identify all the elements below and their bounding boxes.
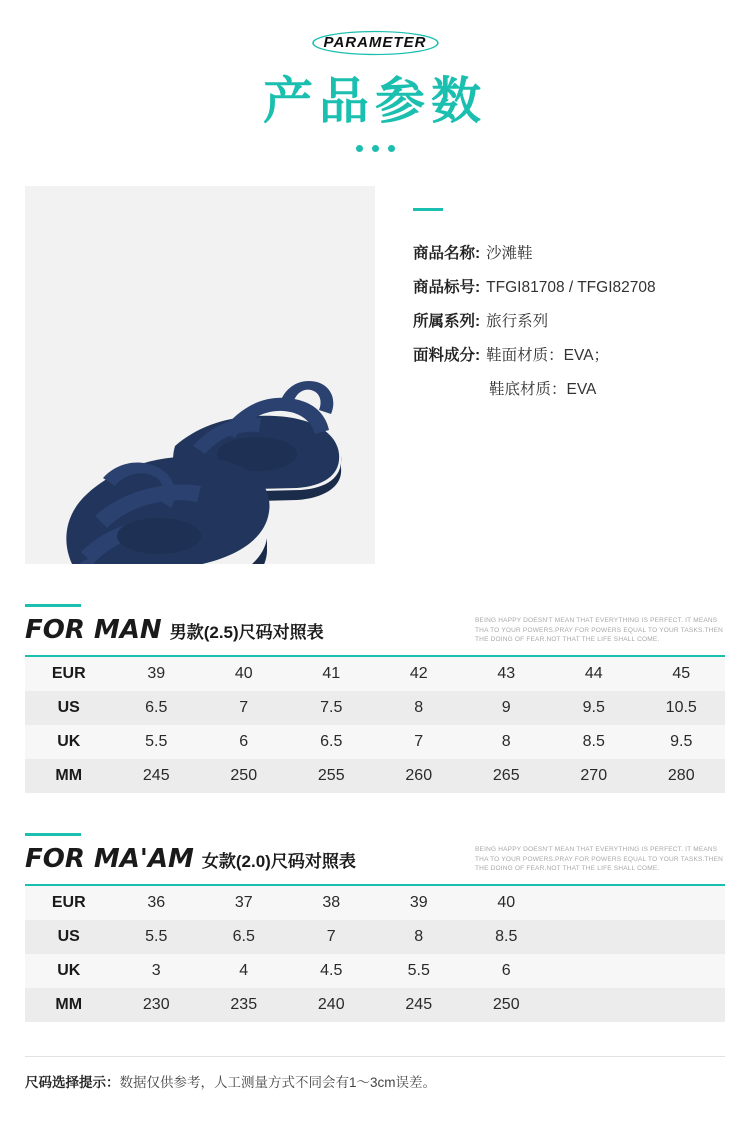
cell: 270: [580, 767, 608, 784]
men-size-section: [0, 604, 750, 793]
product-section: [0, 186, 750, 564]
women-size-header: [25, 846, 725, 880]
cell: 39: [147, 665, 166, 682]
accent-rule: [413, 208, 443, 211]
spec-value: TFGI81708 / TFGI82708: [486, 279, 656, 296]
sandals-illustration-icon: [25, 186, 375, 564]
spec-row-material: [413, 339, 750, 373]
accent-rule: [25, 604, 81, 607]
cell: 8.5: [495, 928, 518, 945]
cell: 41: [322, 665, 341, 682]
cell-empty: [550, 988, 638, 1022]
cell: 42: [409, 665, 428, 682]
women-decorative-note: BEING HAPPY DOESN'T MEAN THAT EVERYTHING IS PERFECT. IT MEANS THA TO YOUR POWERS.PRAY FOR POWERS EQUAL TO YOUR TASKS.THEN THE DOING OF FEAR.NOT THAT THE LIFE SHALL COME.: [475, 845, 724, 873]
dot-separator: [0, 145, 750, 152]
cell: 6: [501, 962, 511, 979]
cell: 40: [234, 665, 253, 682]
cell-empty: [550, 920, 638, 954]
cell: 9.5: [582, 699, 605, 716]
cell: 240: [317, 996, 345, 1013]
spec-list: [375, 186, 750, 564]
cell: 6.5: [232, 928, 255, 945]
cell: 8: [501, 733, 511, 750]
cell: 6.5: [320, 733, 343, 750]
badge-label: PARAMETER: [323, 34, 427, 51]
cell-empty: [550, 885, 638, 920]
cell: 230: [142, 996, 170, 1013]
cell: 250: [492, 996, 520, 1013]
cell: 7.5: [320, 699, 343, 716]
cell: 36: [147, 894, 166, 911]
cell-empty: [638, 954, 726, 988]
cell: 255: [317, 767, 345, 784]
row-label: US: [57, 928, 80, 945]
table-row: [25, 725, 725, 759]
spec-value: 旅行系列: [486, 313, 549, 330]
cell: 250: [230, 767, 258, 784]
divider: [25, 1056, 725, 1057]
row-label: MM: [55, 996, 83, 1013]
table-row: [25, 759, 725, 793]
row-label: EUR: [51, 665, 86, 682]
spec-value: 沙滩鞋: [486, 245, 533, 262]
accent-rule: [25, 833, 81, 836]
men-size-table: [25, 655, 725, 793]
cell: 5.5: [407, 962, 430, 979]
cell: 8.5: [582, 733, 605, 750]
cell: 5.5: [145, 733, 168, 750]
cell: 43: [497, 665, 516, 682]
women-size-section: [0, 833, 750, 1022]
cell: 260: [405, 767, 433, 784]
row-label: UK: [57, 733, 81, 750]
table-row: [25, 691, 725, 725]
footer-text-line: [25, 1071, 725, 1091]
spec-row-code: [413, 271, 750, 305]
cell: 45: [672, 665, 691, 682]
cell: 4.5: [320, 962, 343, 979]
cell: 3: [151, 962, 161, 979]
table-row: [25, 920, 725, 954]
cell: 7: [414, 733, 424, 750]
dot-icon: [388, 145, 395, 152]
spec-label: 所属系列:: [413, 313, 481, 330]
cell: 8: [414, 928, 424, 945]
cell: 38: [322, 894, 341, 911]
cell-empty: [638, 920, 726, 954]
footer-label: 尺码选择提示：: [25, 1075, 120, 1090]
spec-label: 面料成分:: [413, 347, 481, 364]
parameter-badge: [310, 30, 441, 56]
cell: 7: [239, 699, 249, 716]
cell: 265: [492, 767, 520, 784]
men-heading-cn: 男款(2.5)尺码对照表: [169, 623, 324, 643]
cell-empty: [638, 885, 726, 920]
table-row: [25, 656, 725, 691]
cell: 39: [409, 894, 428, 911]
men-size-header: [25, 617, 725, 651]
women-heading-cn: 女款(2.0)尺码对照表: [201, 852, 356, 872]
cell: 40: [497, 894, 516, 911]
spec-row-material-sub: 鞋底材质：EVA: [489, 381, 597, 398]
cell: 245: [142, 767, 170, 784]
table-row: [25, 954, 725, 988]
product-image: [25, 186, 375, 564]
cell: 4: [239, 962, 249, 979]
cell: 7: [326, 928, 336, 945]
row-label: US: [57, 699, 80, 716]
dot-icon: [356, 145, 363, 152]
women-size-table: [25, 884, 725, 1022]
spec-row-name: [413, 237, 750, 271]
spec-row-series: [413, 305, 750, 339]
row-label: MM: [55, 767, 83, 784]
cell: 10.5: [665, 699, 697, 716]
cell: 9: [501, 699, 511, 716]
footer-body: 数据仅供参考，人工测量方式不同会有1～3cm误差。: [119, 1075, 437, 1090]
women-heading-en: FOR MA'AM: [25, 844, 194, 874]
cell: 44: [584, 665, 603, 682]
cell: 6: [239, 733, 249, 750]
cell: 235: [230, 996, 258, 1013]
spec-label: 商品名称:: [413, 245, 481, 262]
row-label: EUR: [51, 894, 86, 911]
cell: 6.5: [145, 699, 168, 716]
spec-label: 商品标号:: [413, 279, 481, 296]
dot-icon: [372, 145, 379, 152]
cell-empty: [550, 954, 638, 988]
table-row: [25, 988, 725, 1022]
cell: 280: [667, 767, 695, 784]
page-header: [0, 0, 750, 152]
men-heading-en: FOR MAN: [25, 615, 162, 645]
spec-value: 鞋面材质：EVA；: [486, 347, 610, 364]
page-title: 产品参数: [263, 72, 487, 130]
table-row: [25, 885, 725, 920]
row-label: UK: [57, 962, 81, 979]
men-decorative-note: BEING HAPPY DOESN'T MEAN THAT EVERYTHING IS PERFECT. IT MEANS THA TO YOUR POWERS.PRAY FOR POWERS EQUAL TO YOUR TASKS.THEN THE DOING OF FEAR.NOT THAT THE LIFE SHALL COME.: [475, 616, 724, 644]
footer-note: [0, 1056, 750, 1091]
cell: 5.5: [145, 928, 168, 945]
cell: 245: [405, 996, 433, 1013]
cell: 8: [414, 699, 424, 716]
cell: 9.5: [670, 733, 693, 750]
cell: 37: [234, 894, 253, 911]
cell-empty: [638, 988, 726, 1022]
